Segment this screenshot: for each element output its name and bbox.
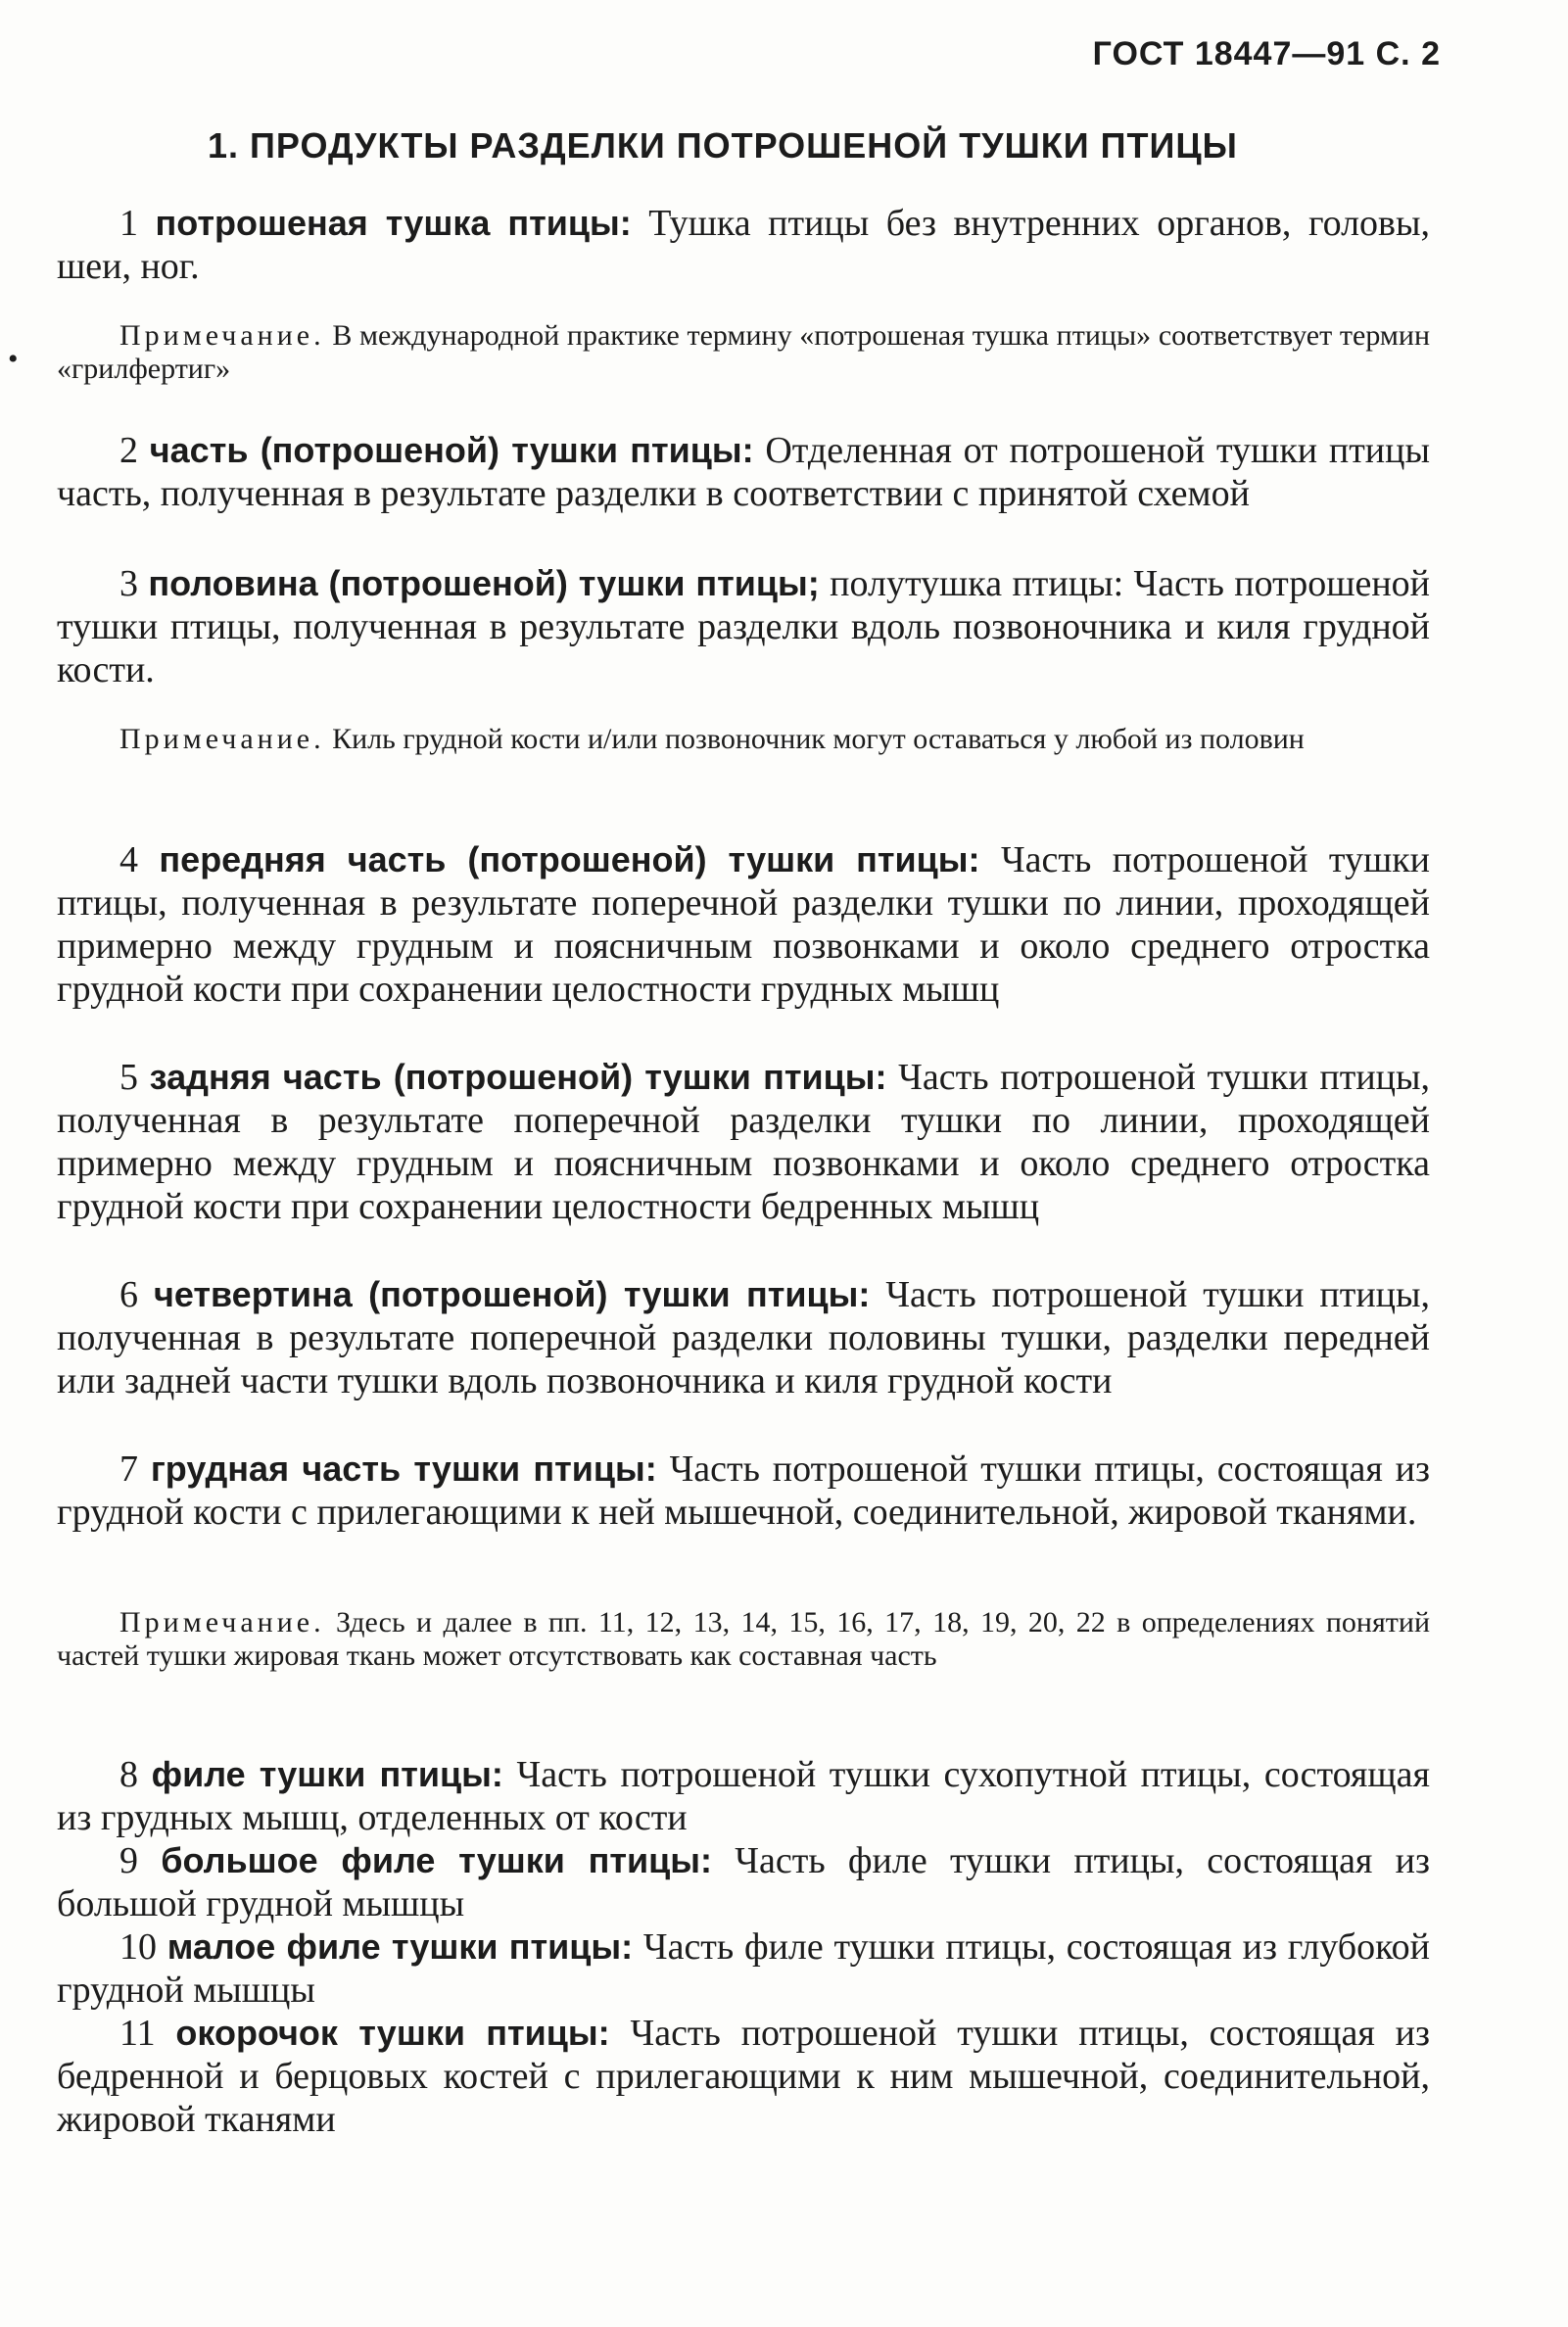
term-definition: Тушка птицы без внутренних органов, головы, шеи, ног. [57, 203, 1431, 287]
term-entry-4 [57, 838, 1430, 1011]
note-label: Примечание. [119, 723, 325, 755]
note-text: Здесь и далее в пп. 11, 12, 13, 14, 15, 16, 17, 18, 19, 20, 22 в определениях понятий частей тушки жировая ткань может отсутствовать как составная часть [57, 1606, 1431, 1672]
term-definition: Часть потрошеной тушки птицы, полученная в результате поперечной разделки тушки по линии, проходящей примерно между грудным и поясничным позвонками и около среднего отростка грудной кости при сохранении целостности грудных мышц [57, 839, 1431, 1010]
term-name: четвертина (потрошеной) тушки птицы: [153, 1274, 871, 1314]
term-name: потрошеная тушка птицы: [155, 203, 632, 243]
note-3 [57, 1606, 1430, 1673]
term-number: 8 [119, 1754, 138, 1795]
term-name: часть (потрошеной) тушки птицы: [149, 430, 754, 470]
term-name: филе тушки птицы: [151, 1754, 503, 1794]
note-text: Киль грудной кости и/или позвоночник могут оставаться у любой из половин [332, 723, 1305, 755]
term-entry-7 [57, 1448, 1430, 1534]
term-entry-3 [57, 562, 1430, 691]
term-definition: Часть потрошеной тушки сухопутной птицы, состоящая из грудных мышц, отделенных от кости [57, 1754, 1431, 1838]
term-definition: Часть потрошеной тушки птицы, состоящая из бедренной и берцовых костей с прилегающими к ним мышечной, соединительной, жировой тканями [57, 2013, 1431, 2140]
term-entry-6 [57, 1273, 1430, 1402]
term-entry-11 [57, 2012, 1430, 2141]
term-entry-1 [57, 202, 1430, 288]
note-label: Примечание. [119, 319, 325, 352]
term-name: задняя часть (потрошеной) тушки птицы: [149, 1057, 887, 1097]
term-number: 1 [119, 203, 138, 244]
term-definition: Отделенная от потрошеной тушки птицы часть, полученная в результате разделки в соответствии с принятой схемой [57, 430, 1431, 514]
term-number: 10 [119, 1926, 157, 1968]
term-number: 2 [119, 430, 138, 471]
term-entry-5 [57, 1056, 1430, 1228]
note-2 [57, 723, 1430, 756]
term-entry-9 [57, 1839, 1430, 1925]
term-number: 11 [119, 2013, 156, 2054]
term-definition: полутушка птицы: Часть потрошеной тушки птицы, полученная в результате разделки вдоль позвоночника и киля грудной кости. [57, 563, 1431, 690]
term-name: половина (потрошеной) тушки птицы; [148, 563, 820, 603]
page-header: ГОСТ 18447—91 С. 2 [1092, 35, 1441, 72]
term-definition: Часть потрошеной тушки птицы, полученная в результате поперечной разделки тушки по линии, проходящей примерно между грудным и поясничным позвонками и около среднего отростка грудной кости при сохранении целостности бедренных мышц [57, 1057, 1431, 1227]
term-number: 7 [119, 1448, 138, 1490]
term-name: окорочок тушки птицы: [175, 2013, 610, 2053]
section-title: 1. ПРОДУКТЫ РАЗДЕЛКИ ПОТРОШЕНОЙ ТУШКИ ПТИЦЫ [208, 125, 1238, 166]
term-number: 5 [119, 1057, 138, 1098]
term-entry-10 [57, 1925, 1430, 2012]
term-name: малое филе тушки птицы: [166, 1926, 634, 1967]
term-name: большое филе тушки птицы: [161, 1840, 713, 1880]
term-number: 4 [119, 839, 138, 880]
term-entry-2 [57, 429, 1430, 515]
term-name: грудная часть тушки птицы: [150, 1448, 657, 1489]
term-number: 9 [119, 1840, 138, 1881]
term-definition: Часть филе тушки птицы, состоящая из глубокой грудной мышцы [57, 1926, 1431, 2011]
term-name: передняя часть (потрошеной) тушки птицы: [159, 839, 980, 879]
note-1 [57, 319, 1430, 386]
term-number: 6 [119, 1274, 138, 1315]
term-definition: Часть потрошеной тушки птицы, полученная в результате поперечной разделки половины тушки, разделки передней или задней части тушки вдоль позвоночника и киля грудной кости [57, 1274, 1431, 1401]
term-number: 3 [119, 563, 138, 604]
term-entry-8 [57, 1753, 1430, 1839]
stray-dot-mark: • [8, 343, 19, 375]
term-definition: Часть потрошеной тушки птицы, состоящая из грудной кости с прилегающими к ней мышечной, соединительной, жировой тканями. [57, 1448, 1431, 1533]
note-label: Примечание. [119, 1606, 325, 1638]
note-text: В международной практике термину «потрошеная тушка птицы» соответствует термин «грилфертиг» [57, 319, 1431, 385]
term-definition: Часть филе тушки птицы, состоящая из большой грудной мышцы [57, 1840, 1431, 1924]
